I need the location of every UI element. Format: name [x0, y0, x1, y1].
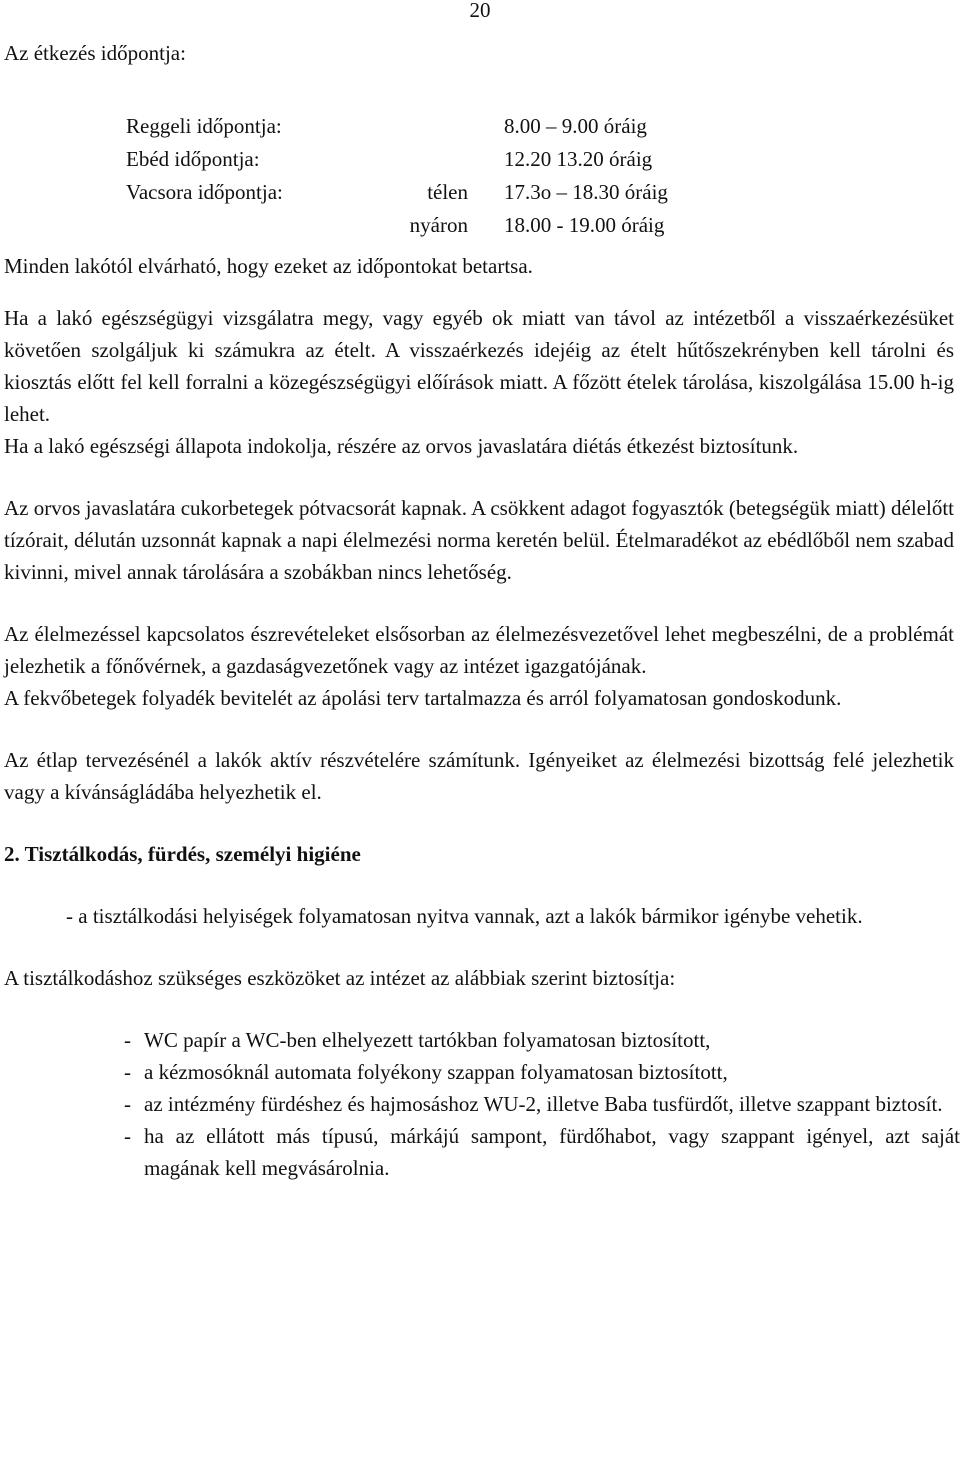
paragraph-diet: Ha a lakó egészségi állapota indokolja, részére az orvos javaslatára diétás étkezést biztosítunk. — [4, 434, 799, 458]
list-item — [124, 1056, 960, 1088]
list-item-text: a kézmosóknál automata folyékony szappan folyamatosan biztosított, — [144, 1060, 728, 1084]
paragraph-washrooms-open: - a tisztálkodási helyiségek folyamatosan nyitva vannak, azt a lakók bármikor igénybe vehetik. — [66, 904, 863, 928]
paragraph-diabetic-supper: Az orvos javaslatára cukorbetegek pótvacsorát kapnak. A csökkent adagot fogyasztók (betegségük miatt) délelőtt tízórait, délután uzsonnát kapnak a napi élelmezési norma keretén belül. Ételmaradékot az ebédlőből nem szabad kivinni, mivel annak tárolására a szobákban nincs lehetőség. — [4, 496, 954, 584]
page-number: 20 — [469, 0, 491, 22]
schedule-row-dinner-summer — [126, 209, 826, 242]
page-content — [4, 37, 960, 1184]
schedule-row-dinner-winter — [126, 176, 826, 209]
meal-times-heading: Az étkezés időpontja: — [4, 41, 186, 65]
list-item-text: ha az ellátott más típusú, márkájú sampont, fürdőhabot, vagy szappant igényel, azt saját magának kell megvásárolnia. — [144, 1124, 960, 1180]
list-item-text: WC papír a WC-ben elhelyezett tartókban folyamatosan biztosított, — [144, 1028, 711, 1052]
schedule-label: Vacsora időpontja: — [126, 180, 283, 204]
schedule-row-lunch — [126, 143, 826, 176]
schedule-time: 12.20 13.20 óráig — [504, 147, 653, 171]
list-item — [124, 1088, 960, 1120]
schedule-label: Reggeli időpontja: — [126, 114, 282, 138]
paragraph-times-compliance: Minden lakótól elvárható, hogy ezeket az időpontokat betartsa. — [4, 254, 533, 278]
paragraph-hygiene-supplies-intro: A tisztálkodáshoz szükséges eszközöket az intézet az alábbiak szerint biztosítja: — [4, 966, 676, 990]
list-dash: - — [124, 1028, 131, 1052]
schedule-time: 17.3o – 18.30 óráig — [504, 180, 668, 204]
schedule-time: 18.00 - 19.00 óráig — [504, 213, 665, 237]
list-item — [124, 1120, 960, 1184]
meal-schedule — [126, 110, 826, 242]
list-dash: - — [124, 1092, 131, 1116]
paragraph-feedback: Az élelmezéssel kapcsolatos észrevételeket elsősorban az élelmezésvezetővel lehet megbeszélni, de a problémát jelezhetik a főnővérnek, a gazdaságvezetőnek vagy az intézet igazgatójának. — [4, 622, 954, 678]
schedule-season: télen — [427, 180, 468, 204]
list-dash: - — [124, 1060, 131, 1084]
paragraph-fluid-intake: A fekvőbetegek folyadék bevitelét az ápolási terv tartalmazza és arról folyamatosan gondoskodunk. — [4, 686, 842, 710]
list-dash: - — [124, 1124, 131, 1148]
list-item — [124, 1024, 960, 1056]
schedule-label: Ebéd időpontja: — [126, 147, 260, 171]
list-item-text: az intézmény fürdéshez és hajmosáshoz WU-2, illetve Baba tusfürdőt, illetve szappant biztosít. — [144, 1092, 943, 1116]
schedule-time: 8.00 – 9.00 óráig — [504, 114, 647, 138]
paragraph-menu-planning: Az étlap tervezésénél a lakók aktív részvételére számítunk. Igényeiket az élelmezési bizottság felé jelezhetik vagy a kívánságládába helyezhetik el. — [4, 748, 954, 804]
section-hygiene-title: 2. Tisztálkodás, fürdés, személyi higiéne — [4, 842, 361, 866]
paragraph-absent-residents: Ha a lakó egészségügyi vizsgálatra megy, vagy egyéb ok miatt van távol az intézetből a visszaérkezésüket követően szolgáljuk ki számukra az ételt. A visszaérkezés idejéig az ételt hűtőszekrényben kell tárolni és kiosztás előtt fel kell forralni a közegészségügyi előírások miatt. A főzött ételek tárolása, kiszolgálása 15.00 h-ig lehet. — [4, 306, 954, 426]
schedule-row-breakfast — [126, 110, 826, 143]
schedule-season: nyáron — [409, 213, 468, 237]
hygiene-supplies-list — [124, 1024, 960, 1184]
